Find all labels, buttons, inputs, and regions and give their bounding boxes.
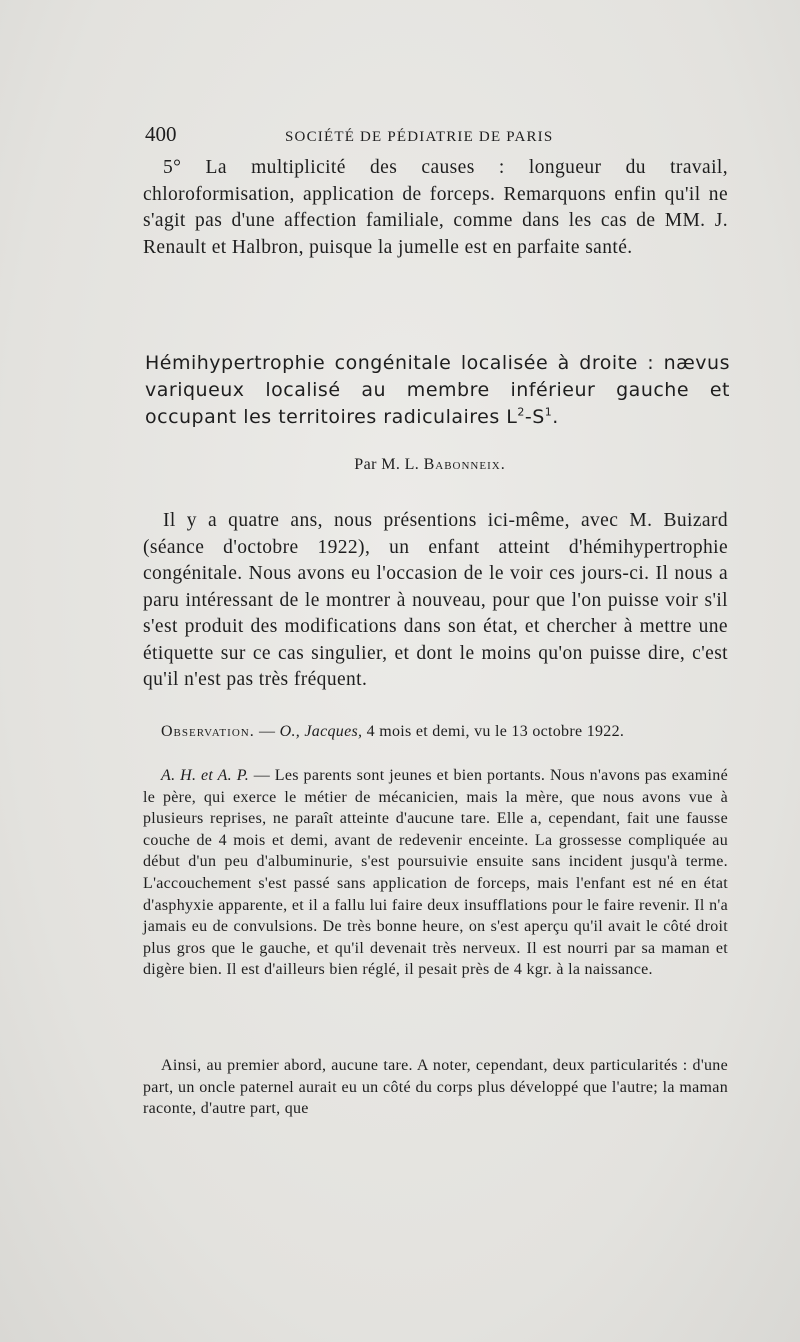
patient-info: 4 mois et demi, vu le 13 octobre 1922. (362, 723, 625, 740)
running-title: SOCIÉTÉ DE PÉDIATRIE DE PARIS (285, 129, 554, 145)
observation-label: Observation. (161, 723, 255, 740)
body-paragraph: Il y a quatre ans, nous présentions ici-même, avec M. Buizard (séance d'octobre 1922), un enfant atteint d'hémihypertrophie congénitale. Nous avons eu l'occasion de le voir ces jours-ci. Il nous a paru intéressant de le montrer à nouveau, pour que l'on puisse voir s'il s'est produit des modifications dans son état, et chercher à mettre une étiquette sur ce cas singulier, et dont le moins qu'on puisse dire, c'est qu'il n'est pas très fréquent. (143, 510, 728, 690)
title-superscript-2: 1 (544, 405, 553, 419)
page-header (145, 122, 730, 147)
author-prefix: Par M. L. (354, 456, 424, 473)
page-number: 400 (145, 122, 177, 146)
title-superscript-1: 2 (517, 405, 525, 419)
article-title-mid: -S (524, 406, 545, 428)
intro-paragraph: 5° La multiplicité des causes : longueur du travail, chloroformisation, application de forceps. Remarquons enfin qu'il ne s'agit pas d'une affection familiale, comme dans les cas de MM. J. Renault et Halbron, puisque la jumelle est en parfaite santé. (143, 157, 728, 258)
observation-dash: — (254, 723, 280, 740)
article-title (145, 350, 730, 431)
article-title-end: . (552, 406, 559, 428)
author-line (0, 456, 800, 474)
history-label: A. H. et A. P. (161, 767, 250, 784)
history-paragraph (143, 765, 728, 981)
patient-name: O., Jacques, (279, 723, 363, 740)
final-paragraph: Ainsi, au premier abord, aucune tare. A noter, cependant, deux particularités : d'une part, un oncle paternel aurait eu un côté du corps plus développé que l'autre; la maman raconte, d'autre part, que (143, 1057, 728, 1118)
history-text: — Les parents sont jeunes et bien portants. Nous n'avons pas examiné le père, qui exerce le métier de mécanicien, mais la mère, que nous avons vue à plusieurs reprises, ne paraît atteinte d'aucune tare. Elle a, cependant, fait une fausse couche de 4 mois et demi, avant de redevenir enceinte. La grossesse compliquée au début d'un peu d'albuminurie, s'est poursuivie ensuite sans incident jusqu'à terme. L'accouchement s'est passé sans application de forceps, mais l'enfant est né en état d'asphyxie apparente, et il a fallu lui faire deux insufflations pour le faire revenir. Il n'a jamais eu de convulsions. De très bonne heure, on s'est aperçu qu'il avait le côté droit plus gros que le gauche, et qu'il devenait très nerveux. Il est nourri par sa maman et digère bien. Il est d'ailleurs bien réglé, il pesait près de 4 kgr. à la naissance. (143, 767, 728, 979)
article-title-main: Hémihypertrophie congénitale localisée à droite : nævus variqueux localisé au membre inférieur gauche et occupant les territoires radiculaires L (145, 352, 730, 428)
author-name: Babonneix. (423, 456, 506, 473)
observation-paragraph (143, 721, 728, 743)
